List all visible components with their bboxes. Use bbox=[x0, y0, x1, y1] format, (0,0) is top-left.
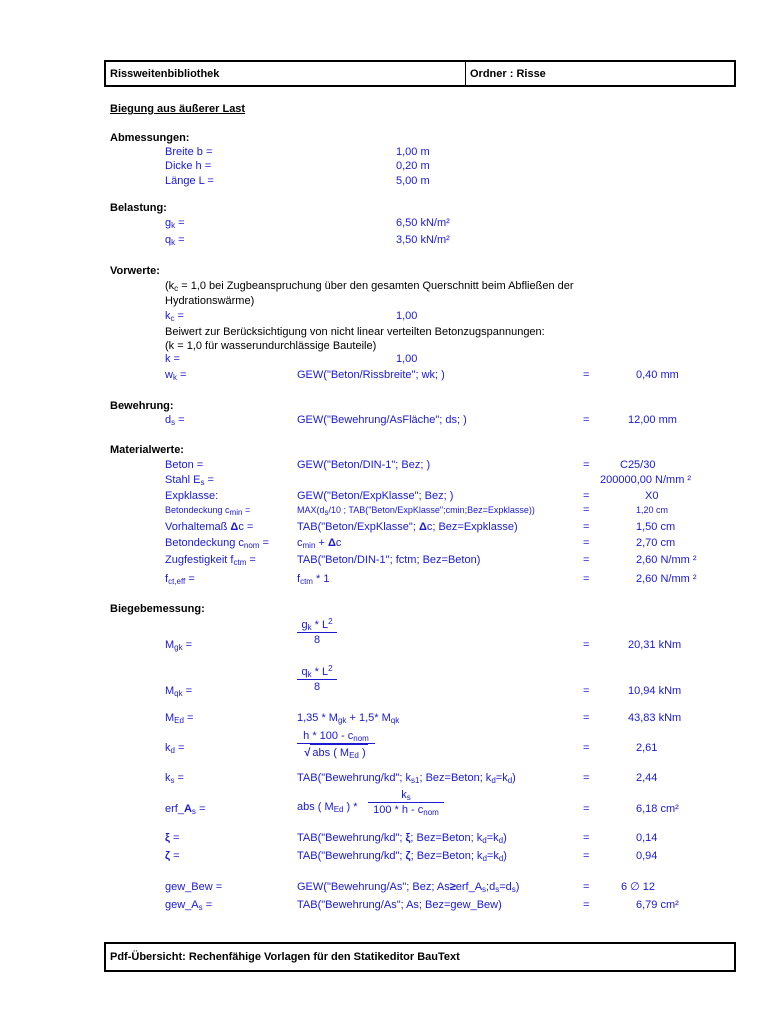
cmin-formula: $MAX(d_s/10$ ; TAB("Beton/ExpKlasse";cmin;Bez=Expklasse)) bbox=[297, 505, 535, 517]
xi-label: ξ = bbox=[165, 832, 180, 844]
kc-note-line1: ($k_c = 1,0$ bei Zugbeanspruchung über den gesamten Querschnitt beim Abfließen der bbox=[165, 280, 574, 293]
mqk-label: $M_{qk}$ = bbox=[165, 685, 193, 698]
wk-eq: = bbox=[583, 369, 590, 381]
laenge-label: Länge L = bbox=[165, 175, 214, 187]
as-value: 6,18 cm² bbox=[636, 803, 679, 815]
beton-value: C25/30 bbox=[620, 459, 656, 471]
kd-eq: = bbox=[583, 742, 590, 754]
gew-as-label: $gew\_A_s$ = bbox=[165, 899, 213, 912]
stahl-label: Stahl $E_s$ = bbox=[165, 474, 214, 487]
k-value: 1,00 bbox=[396, 353, 418, 365]
ks-formula: TAB("Bewehrung/kd"; $k_{s1}$; Bez=Beton; $k_d=k_d$) bbox=[297, 772, 516, 785]
expklasse-formula: GEW("Beton/ExpKlasse"; Bez; ) bbox=[297, 490, 454, 502]
gew-bew-formula: GEW("Bewehrung/As"; Bez; $As\ge erf\_A_s;d_s=d_s$) bbox=[297, 881, 520, 894]
k-note-line1: Beiwert zur Berücksichtigung von nicht linear verteilten Betonzugspannungen: bbox=[165, 326, 545, 338]
gew-bew-eq: = bbox=[583, 881, 590, 893]
qk-label: $q_k$ = bbox=[165, 234, 185, 247]
xi-value: 0,14 bbox=[636, 832, 658, 844]
vorhalt-eq: = bbox=[583, 521, 590, 533]
cnom-formula: $c_{min} + \Delta c$ bbox=[297, 537, 342, 550]
gew-bew-label: gew_Bew = bbox=[165, 881, 223, 893]
med-label: $M_{Ed}$ = bbox=[165, 712, 194, 725]
ds-label: $d_s$ = bbox=[165, 414, 185, 427]
belastung-heading: Belastung: bbox=[110, 202, 167, 214]
header-folder: Ordner : Risse bbox=[470, 68, 546, 80]
kd-label: $k_d$ = bbox=[165, 742, 185, 755]
dicke-label: Dicke h = bbox=[165, 160, 212, 172]
bewehrung-heading: Bewehrung: bbox=[110, 400, 174, 412]
as-label: $erf\_A_s$ = bbox=[165, 803, 206, 816]
beton-eq: = bbox=[583, 459, 590, 471]
kd-value: 2,61 bbox=[636, 742, 658, 754]
breite-label: Breite b = bbox=[165, 146, 213, 158]
k-label: k = bbox=[165, 353, 180, 365]
ds-formula: GEW("Bewehrung/AsFläche"; ds; ) bbox=[297, 414, 467, 426]
zeta-label: ζ = bbox=[165, 850, 180, 862]
zeta-value: 0,94 bbox=[636, 850, 658, 862]
fctm-eq: = bbox=[583, 554, 590, 566]
laenge-value: 5,00 m bbox=[396, 175, 430, 187]
cnom-eq: = bbox=[583, 537, 590, 549]
gew-as-value: 6,79 cm² bbox=[636, 899, 679, 911]
kd-fraction: h * $100 - c_{nom}$ √ abs ( $M_{Ed}$ ) bbox=[297, 729, 375, 761]
kc-label: $k_c$ = bbox=[165, 310, 184, 323]
fctm-value: 2,60 N/mm ² bbox=[636, 554, 697, 566]
cnom-value: 2,70 cm bbox=[636, 537, 676, 549]
mgk-value: 20,31 kNm bbox=[628, 639, 682, 651]
mgk-eq: = bbox=[583, 639, 590, 651]
beton-formula: GEW("Beton/DIN-1"; Bez; ) bbox=[297, 459, 431, 471]
materialwerte-heading: Materialwerte: bbox=[110, 444, 184, 456]
fcteff-value: 2,60 N/mm ² bbox=[636, 573, 697, 585]
med-formula: $1,35 * M_{gk} + 1,5*$ $M_{qk}$ bbox=[297, 712, 400, 725]
beton-label: Beton = bbox=[165, 459, 204, 471]
ks-value: 2,44 bbox=[636, 772, 658, 784]
vorhalt-label: Vorhaltemaß Δc = bbox=[165, 521, 254, 533]
mgk-fraction: $g_k * L^2$ 8 bbox=[297, 618, 337, 647]
kc-value: 1,00 bbox=[396, 310, 418, 322]
dicke-value: 0,20 m bbox=[396, 160, 430, 172]
expklasse-label: Expklasse: bbox=[165, 490, 219, 502]
expklasse-eq: = bbox=[583, 490, 590, 502]
ks-label: $k_s$ = bbox=[165, 772, 184, 785]
fcteff-eq: = bbox=[583, 573, 590, 585]
wk-formula: GEW("Beton/Rissbreite"; wk; ) bbox=[297, 369, 445, 381]
vorwerte-heading: Vorwerte: bbox=[110, 265, 160, 277]
cmin-value: 1,20 cm bbox=[636, 505, 669, 515]
med-eq: = bbox=[583, 712, 590, 724]
mgk-label: $M_{gk}$ = bbox=[165, 639, 193, 652]
as-formula-abs: abs ( $M_{Ed}$ ) * bbox=[297, 801, 358, 814]
as-eq: = bbox=[583, 803, 590, 815]
ds-value: 12,00 mm bbox=[628, 414, 677, 426]
header-divider bbox=[465, 62, 466, 85]
header-title: Rissweitenbibliothek bbox=[110, 68, 220, 80]
mqk-value: 10,94 kNm bbox=[628, 685, 682, 697]
zeta-formula: TAB("Bewehrung/kd"; ζ; Bez=Beton; $k_d=k_d$) bbox=[297, 850, 507, 863]
stahl-value: 200000,00 N/mm ² bbox=[600, 474, 692, 486]
gew-as-eq: = bbox=[583, 899, 590, 911]
mqk-fraction: $q_k * L^2$ 8 bbox=[297, 665, 337, 694]
gew-as-formula: TAB("Bewehrung/As"; As; Bez=gew_Bew) bbox=[297, 899, 502, 911]
med-value: 43,83 kNm bbox=[628, 712, 682, 724]
fctm-formula: TAB("Beton/DIN-1"; fctm; Bez=Beton) bbox=[297, 554, 481, 566]
fcteff-label: $f_{ct,eff}$ = bbox=[165, 573, 195, 586]
footer-text: Pdf-Übersicht: Rechenfähige Vorlagen für den Statikeditor BauText bbox=[110, 951, 460, 963]
section-title: Biegung aus äußerer Last bbox=[110, 103, 246, 115]
fctm-label: Zugfestigkeit $f_{ctm}$ = bbox=[165, 554, 256, 567]
fcteff-formula: $f_{ctm} * 1$ bbox=[297, 573, 330, 586]
vorhalt-formula: TAB("Beton/ExpKlasse"; Δc; Bez=Expklasse) bbox=[297, 521, 518, 533]
ds-eq: = bbox=[583, 414, 590, 426]
cnom-label: Betondeckung $c_{nom}$ = bbox=[165, 537, 269, 550]
wk-label: $w_k$ = bbox=[165, 369, 187, 382]
cmin-label: Betondeckung $c_{min}$ = bbox=[165, 505, 251, 517]
abmessungen-heading: Abmessungen: bbox=[110, 132, 190, 144]
gew-bew-value: 6 ∅ 12 bbox=[621, 881, 656, 893]
kc-note-line2: Hydrationswärme) bbox=[165, 295, 255, 307]
zeta-eq: = bbox=[583, 850, 590, 862]
xi-eq: = bbox=[583, 832, 590, 844]
wk-value: 0,40 mm bbox=[636, 369, 679, 381]
biegebemessung-heading: Biegebemessung: bbox=[110, 603, 205, 615]
vorhalt-value: 1,50 cm bbox=[636, 521, 676, 533]
expklasse-value: X0 bbox=[645, 490, 659, 502]
k-note-line2: (k = 1,0 für wasserundurchlässige Bauteile) bbox=[165, 340, 377, 352]
gk-value: 6,50 kN/m² bbox=[396, 217, 450, 229]
breite-value: 1,00 m bbox=[396, 146, 430, 158]
as-fraction: $k_s$ 100 * h - $c_{nom}$ bbox=[368, 788, 444, 817]
gk-label: $g_k$ = bbox=[165, 217, 185, 230]
cmin-eq: = bbox=[583, 504, 590, 516]
xi-formula: TAB("Bewehrung/kd"; ξ; Bez=Beton; $k_d=k_d$) bbox=[297, 832, 507, 845]
qk-value: 3,50 kN/m² bbox=[396, 234, 450, 246]
ks-eq: = bbox=[583, 772, 590, 784]
mqk-eq: = bbox=[583, 685, 590, 697]
